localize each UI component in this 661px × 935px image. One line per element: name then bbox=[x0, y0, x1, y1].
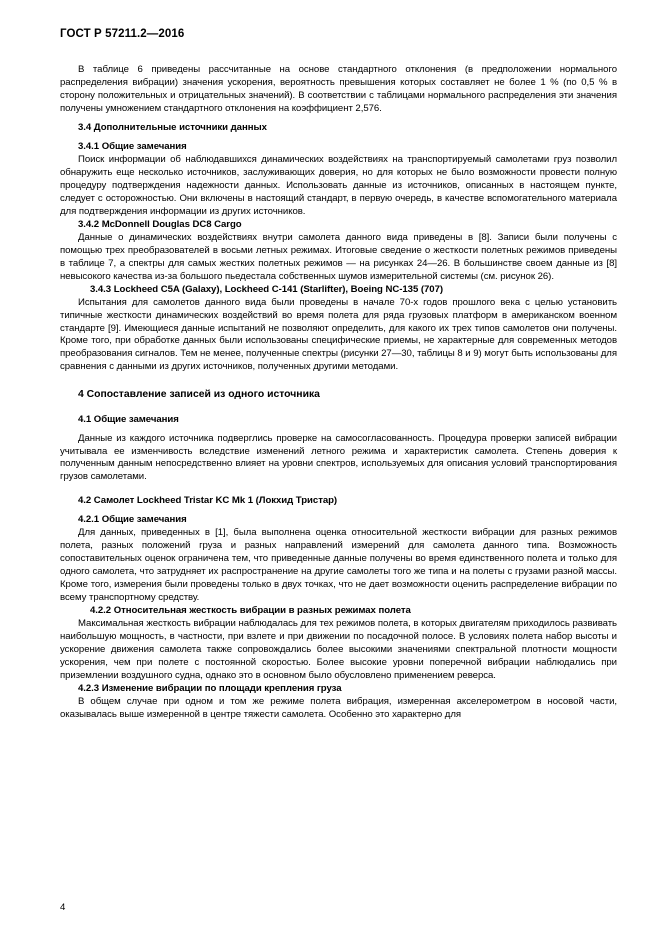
heading-section-4: 4 Сопоставление записей из одного источника bbox=[78, 389, 320, 401]
paragraph: В общем случае при одном и том же режиме полета вибрация, измеренная акселерометром в носовой части, оказывалась выше измеренной в центре тяжести самолета. Особенно это характерно для bbox=[60, 696, 617, 721]
paragraph: Поиск информации об наблюдавшихся динамических воздействиях на транспортируемый самолетами груз позволил обнаружить еще несколько источников, заслуживающих доверия, но для которых не было возможности провести полную процедуру подтверждения надежности данных. Использовать данные из источников, описанных в настоящем пункте, следует с осторожностью. Они включены в настоящий стандарт, в первую очередь, в качестве вспомогательного материала для подтверждения информации из других источников. bbox=[60, 153, 617, 217]
heading-4-1: 4.1 Общие замечания bbox=[78, 413, 179, 425]
heading-3-4-3: 3.4.3 Lockheed C5A (Galaxy), Lockheed C-141 (Starlifter), Boeing NC-135 (707) bbox=[90, 283, 444, 295]
heading-3-4-2: 3.4.2 McDonnell Douglas DC8 Cargo bbox=[78, 218, 242, 230]
paragraph: Для данных, приведенных в [1], была выполнена оценка относительной жесткости вибрации для разных режимов полета, разных положений груза и разных направлений измерений для самолета данного типа. Возможность сопоставительных оценок ограничена тем, что приведенные данные получены во время единственного полета и только для одного самолета, что затрудняет их распространение на другие самолеты того же типа и на полеты с грузами разной массы. Кроме того, измерения были проведены только в двух точках, что не дает возможности оценить распределение вибрации по всему транспортному средству. bbox=[60, 527, 617, 604]
paragraph: В таблице 6 приведены рассчитанные на основе стандартного отклонения (в предположении нормального распределения вибрации) значения ускорения, вероятность превышения которых составляет не более 1 % (по 0,5 % в сторону положительных и отрицательных значений). В соответствии с таблицами нормального распределения эти значения получены умножением стандартного отклонения на коэффициент 2,576. bbox=[60, 63, 617, 114]
paragraph: Максимальная жесткость вибрации наблюдалась для тех режимов полета, в которых двигателям приходилось развивать наибольшую мощность, в частности, при взлете и при движении по посадочной полосе. В условиях полета набор высоты и ускорение движения самолета также сопровождались более высокими значениями спектральной плотности мощности ускорения, чем при полете с постоянной скоростью. Более высокие уровни поперечной вибрации наблюдались при приземлении воздушного судна, однако это в основном было обусловлено применением реверса. bbox=[60, 618, 617, 682]
paragraph: Испытания для самолетов данного вида были проведены в начале 70-х годов прошлого века с целью установить типичные жесткости динамических воздействий во время полета для ряда грузовых платформ в американском военном стандарте [9]. Имеющиеся данные испытаний не позволяют определить, для какого их трех типов самолетов они получены. Кроме того, при обработке данных были использованы специфические приемы, не характерные для современных методов преобразования сигналов. Тем не менее, полученные спектры (рисунки 27—30, таблицы 8 и 9) могут быть использованы для сравнения с данными из других источников, полученных другими методами. bbox=[60, 296, 617, 373]
page-header: ГОСТ Р 57211.2—2016 bbox=[60, 28, 185, 40]
paragraph: Данные о динамических воздействиях внутри самолета данного вида приведены в [8]. Записи были получены с помощью трех преобразователей в восьми летных режимах. Итоговые сведение о жесткости полетных режимов приведены в таблице 7, а спектры для самых жестких полетных режимов — на рисунках 24—26. В большинстве своем данные из [8] невысокого качества из-за большого пьедестала собственных шумов измерительной системы (см. рисунок 26). bbox=[60, 231, 617, 282]
heading-3-4-1: 3.4.1 Общие замечания bbox=[78, 140, 187, 152]
spacer bbox=[60, 403, 617, 414]
heading-4-2-2: 4.2.2 Относительная жесткость вибрации в разных режимах полета bbox=[90, 605, 411, 617]
spacer bbox=[60, 374, 617, 388]
heading-4-2-1: 4.2.1 Общие замечания bbox=[78, 514, 187, 526]
paragraph: Данные из каждого источника подверглись проверке на самосогласованность. Процедура проверки записей вибрации учитывала ее изменчивость вследствие изменений летного режима и характеристик самолета. Степень доверия к полученным данным непосредственно влияет на уровни спектров, используемых для описания условий транспортирования грузов самолетами. bbox=[60, 432, 617, 483]
heading-3-4: 3.4 Дополнительные источники данных bbox=[78, 121, 267, 133]
heading-4-2: 4.2 Самолет Lockheed Tristar KC Mk 1 (Локхид Тристар) bbox=[78, 495, 338, 507]
document-body bbox=[60, 64, 617, 722]
heading-4-2-3: 4.2.3 Изменение вибрации по площади крепления груза bbox=[78, 683, 342, 695]
page-number: 4 bbox=[60, 902, 66, 914]
spacer bbox=[60, 484, 617, 495]
